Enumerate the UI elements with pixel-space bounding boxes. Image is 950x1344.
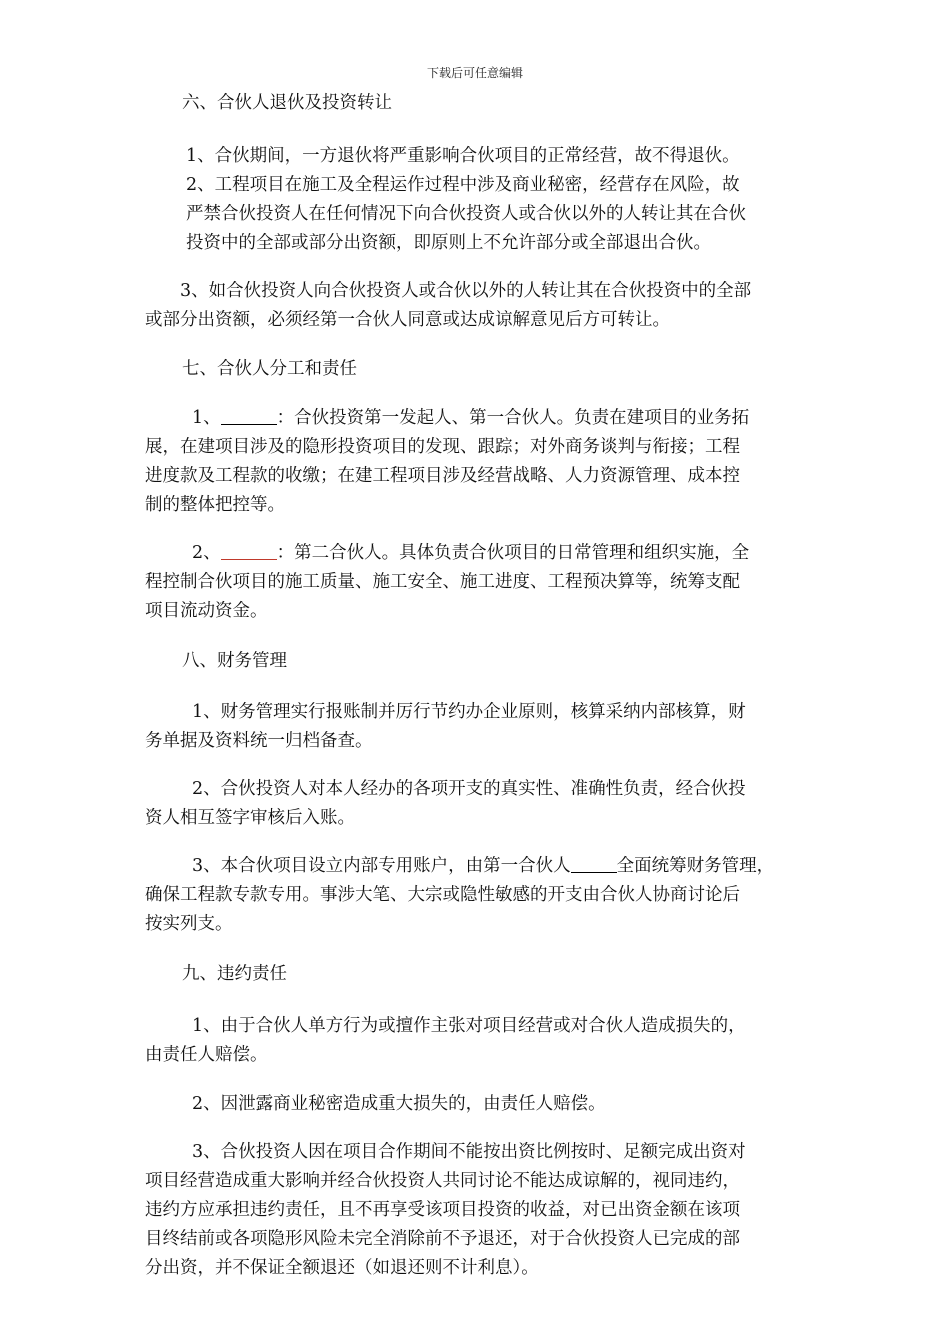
section-7-clause-1-line-2: 展，在建项目涉及的隐形投资项目的发现、跟踪；对外商务谈判与衔接；工程	[145, 437, 740, 457]
section-7-clause-2-line-2: 程控制合伙项目的施工质量、施工安全、施工进度、工程预决算等，统筹支配	[145, 572, 740, 592]
section-9-title: 九、违约责任	[182, 964, 287, 984]
section-9-clause-1-line-2: 由责任人赔偿。	[145, 1045, 268, 1065]
section-8-clause-3-line-3: 按实列支。	[145, 914, 233, 934]
section-7-clause-1-line-3: 进度款及工程款的收缴；在建工程项目涉及经营战略、人力资源管理、成本控	[145, 466, 740, 486]
section-9-clause-3-line-4: 目终结前或各项隐形风险未完全消除前不予退还，对于合伙投资人已完成的部	[145, 1229, 740, 1249]
section-6-clause-2-line-1: 2、工程项目在施工及全程运作过程中涉及商业秘密，经营存在风险，故	[186, 175, 740, 195]
section-8-title: 八、财务管理	[182, 651, 287, 671]
clause-text: ：合伙投资第一发起人、第一合伙人。负责在建项目的业务拓	[276, 408, 750, 428]
section-8-clause-1-line-1: 1、财务管理实行报账制并厉行节约办企业原则，核算采纳内部核算，财	[192, 702, 746, 722]
clause-text: ：第二合伙人。具体负责合伙项目的日常管理和组织实施，全	[276, 543, 750, 563]
section-7-clause-2-line-1	[192, 542, 749, 564]
section-9-clause-3-line-2: 项目经营造成重大影响并经合伙投资人共同讨论不能达成谅解的，视同违约，	[145, 1171, 740, 1191]
partner-name-blank[interactable]	[571, 856, 617, 873]
section-7-clause-1-line-4: 制的整体把控等。	[145, 495, 285, 515]
section-6-clause-3-line-1: 3、如合伙投资人向合伙投资人或合伙以外的人转让其在合伙投资中的全部	[180, 281, 752, 301]
section-9-clause-3-line-1: 3、合伙投资人因在项目合作期间不能按出资比例按时、足额完成出资对	[192, 1142, 746, 1162]
section-8-clause-2-line-1: 2、合伙投资人对本人经办的各项开支的真实性、准确性负责，经合伙投	[192, 779, 746, 799]
section-9-clause-3-line-3: 违约方应承担违约责任，且不再享受该项目投资的收益，对已出资金额在该项	[145, 1200, 740, 1220]
section-8-clause-3-line-2: 确保工程款专款专用。事涉大笔、大宗或隐性敏感的开支由合伙人协商讨论后	[145, 885, 740, 905]
section-6-title: 六、合伙人退伙及投资转让	[182, 93, 392, 113]
clause-text: 全面统筹财务管理，	[616, 856, 775, 876]
page-header-note: 下载后可任意编辑	[426, 66, 523, 80]
clause-number: 1、	[192, 408, 221, 428]
section-7-clause-2-line-3: 项目流动资金。	[145, 601, 268, 621]
section-7-clause-1-line-1	[192, 407, 749, 429]
partner-name-blank[interactable]	[221, 543, 277, 560]
section-8-clause-2-line-2: 资人相互签字审核后入账。	[145, 808, 355, 828]
section-6-clause-3-line-2: 或部分出资额，必须经第一合伙人同意或达成谅解意见后方可转让。	[145, 310, 670, 330]
section-9-clause-2: 2、因泄露商业秘密造成重大损失的，由责任人赔偿。	[192, 1094, 606, 1114]
partner-name-blank[interactable]	[221, 408, 277, 425]
section-7-title: 七、合伙人分工和责任	[182, 359, 357, 379]
section-8-clause-1-line-2: 务单据及资料统一归档备查。	[145, 731, 373, 751]
section-8-clause-3-line-1	[192, 855, 774, 877]
section-6-clause-2-line-2: 严禁合伙投资人在任何情况下向合伙投资人或合伙以外的人转让其在合伙	[186, 204, 746, 224]
section-6-clause-1: 1、合伙期间，一方退伙将严重影响合伙项目的正常经营，故不得退伙。	[186, 146, 740, 166]
clause-text: 3、本合伙项目设立内部专用账户，由第一合伙人	[192, 856, 571, 876]
section-6-clause-2-line-3: 投资中的全部或部分出资额，即原则上不允许部分或全部退出合伙。	[186, 233, 711, 253]
section-9-clause-1-line-1: 1、由于合伙人单方行为或擅作主张对项目经营或对合伙人造成损失的，	[192, 1016, 746, 1036]
clause-number: 2、	[192, 543, 221, 563]
section-9-clause-3-line-5: 分出资，并不保证全额退还（如退还则不计利息）。	[145, 1258, 539, 1278]
